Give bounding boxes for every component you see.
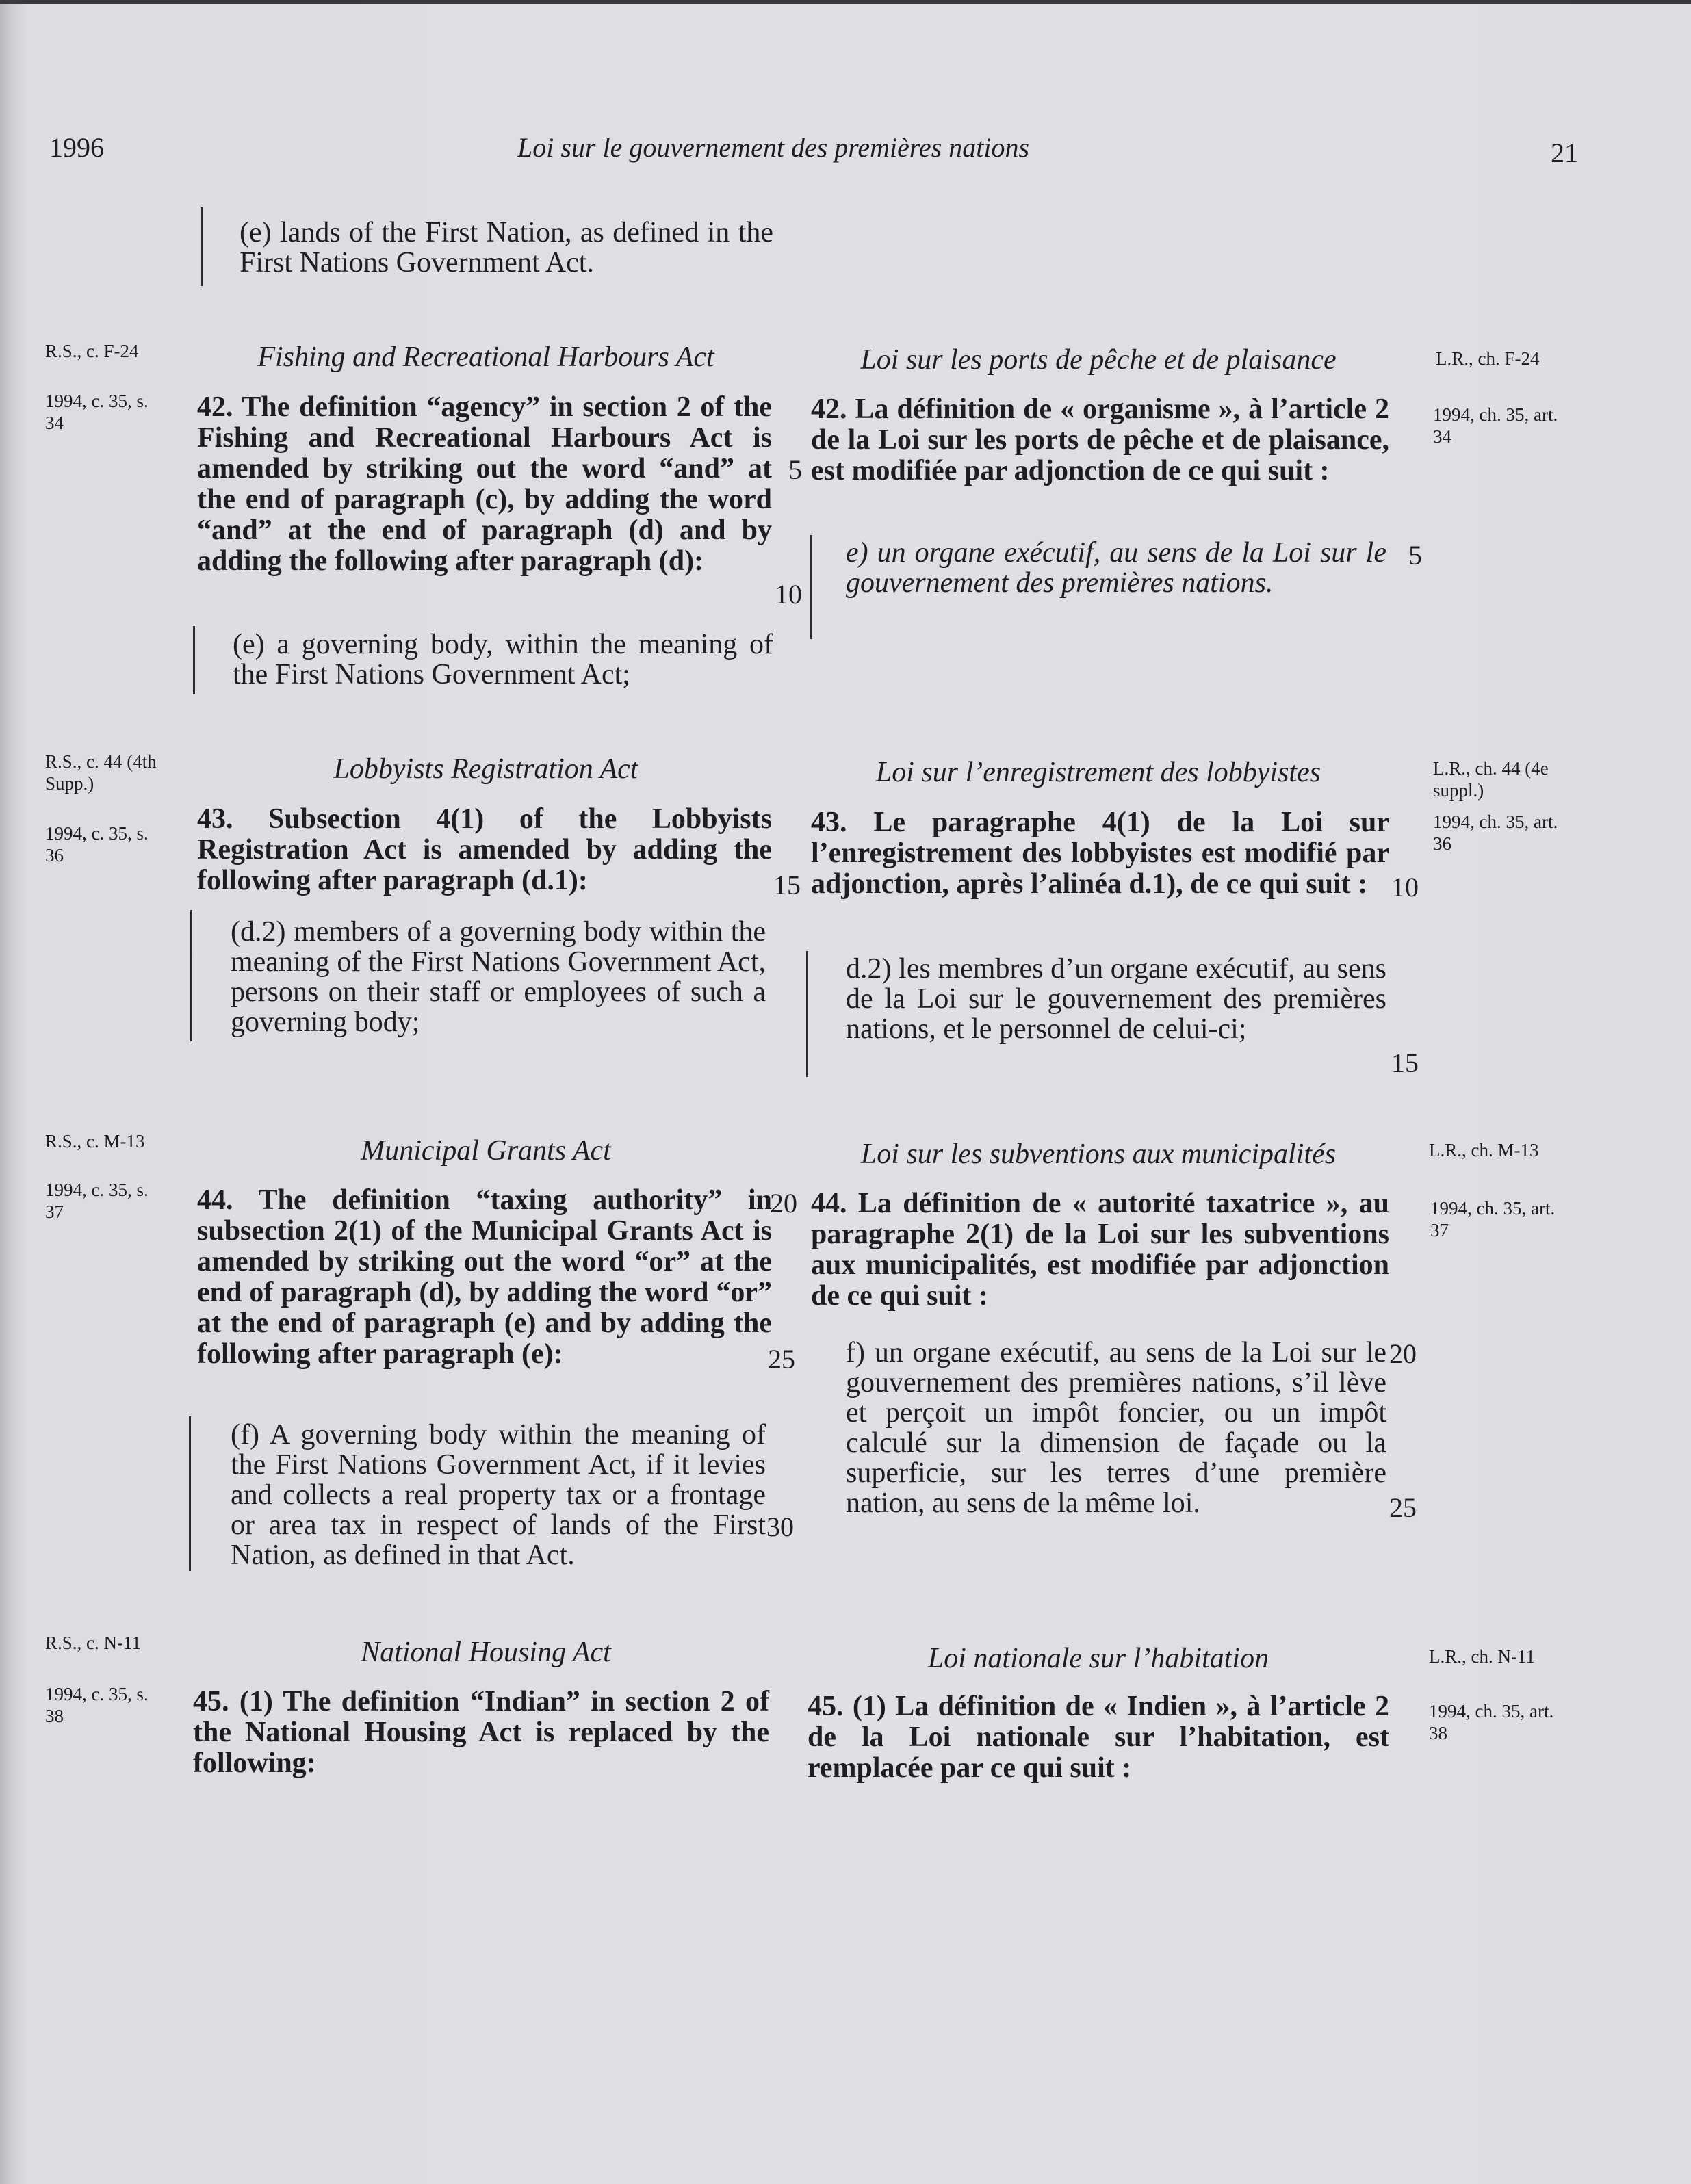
act-heading-fr: Loi nationale sur l’habitation bbox=[927, 1643, 1269, 1674]
amendment-item-fr: d.2) les membres d’un organe exécutif, au sens de la Loi sur le gouvernement des premières nations, et le personnel de celui-ci; bbox=[846, 953, 1386, 1045]
line-number: 25 bbox=[1389, 1492, 1417, 1523]
amendment-item-en: (f) A governing body within the meaning of the First Nations Government Act, if it levies and collects a real property tax or a frontage or area tax in respect of lands of the First Nation, as defined in that Act. bbox=[231, 1419, 766, 1571]
act-heading-fr: Loi sur les subventions aux municipalités bbox=[860, 1139, 1337, 1170]
margin-note-rs-fr: L.R., ch. F-24 bbox=[1436, 348, 1540, 369]
amendment-text-fr: 42. La définition de « organisme », à l’article 2 de la Loi sur les ports de pêche et de plaisance, est modifiée par adjonction de ce qui suit : bbox=[811, 393, 1389, 486]
scan-edge bbox=[0, 0, 1691, 4]
act-heading-fr: Loi sur l’enregistrement des lobbyistes bbox=[875, 757, 1321, 788]
change-bar bbox=[810, 535, 812, 639]
margin-note-rs: R.S., c. M-13 bbox=[45, 1131, 145, 1152]
change-bar bbox=[201, 207, 203, 286]
act-heading-en: Lobbyists Registration Act bbox=[333, 753, 638, 785]
page-number: 21 bbox=[1551, 138, 1578, 168]
margin-note-rs: R.S., c. 44 (4th Supp.) bbox=[45, 751, 157, 794]
amendment-text-fr: 45. (1) La définition de « Indien », à l’article 2 de la Loi nationale sur l’habitation, est remplacée par ce qui suit : bbox=[808, 1691, 1389, 1784]
amendment-text-fr: 43. Le paragraphe 4(1) de la Loi sur l’enregistrement des lobbyistes est modifié par adjonction, après l’alinéa d.1), de ce qui suit : bbox=[811, 807, 1389, 900]
line-number: 15 bbox=[773, 870, 801, 900]
margin-note-rs: R.S., c. F-24 bbox=[45, 341, 139, 361]
margin-note-rs-fr: L.R., ch. M-13 bbox=[1429, 1140, 1539, 1160]
amendment-item-en: (d.2) members of a governing body within the meaning of the First Nations Government Act, persons on their staff or employees of such a governing body; bbox=[231, 916, 766, 1038]
margin-note-year: 1994, c. 35, s. 36 bbox=[45, 823, 149, 866]
change-bar bbox=[190, 910, 192, 1041]
line-number: 5 bbox=[788, 454, 802, 485]
act-heading-fr: Loi sur les ports de pêche et de plaisance bbox=[860, 344, 1337, 376]
margin-note-year-fr: 1994, ch. 35, art. 38 bbox=[1429, 1701, 1554, 1743]
margin-note-rs: R.S., c. N-11 bbox=[45, 1633, 141, 1653]
margin-note-year-fr: 1994, ch. 35, art. 34 bbox=[1433, 404, 1558, 447]
line-number: 25 bbox=[768, 1344, 795, 1375]
line-number: 30 bbox=[766, 1511, 794, 1542]
margin-note-rs-fr: L.R., ch. N-11 bbox=[1429, 1646, 1535, 1667]
margin-note-year: 1994, c. 35, s. 37 bbox=[45, 1180, 149, 1222]
header-year: 1996 bbox=[49, 132, 104, 163]
change-bar bbox=[189, 1416, 191, 1571]
act-heading-en: Municipal Grants Act bbox=[361, 1135, 611, 1167]
amendment-text-en: 42. The definition “agency” in section 2 of the Fishing and Recreational Harbours Act is amended by striking out the word “and” at the end of paragraph (c), by adding the word “and” at the end of paragraph (d) and by adding the following after paragraph (d): bbox=[197, 391, 772, 577]
line-number: 20 bbox=[1389, 1338, 1417, 1369]
header-title: Loi sur le gouvernement des premières nations bbox=[517, 132, 1030, 163]
change-bar bbox=[193, 626, 195, 694]
line-number: 20 bbox=[770, 1188, 797, 1219]
amendment-text-en: 45. (1) The definition “Indian” in section 2 of the National Housing Act is replaced by the following: bbox=[193, 1686, 769, 1779]
margin-note-year: 1994, c. 35, s. 34 bbox=[45, 391, 149, 433]
amendment-text-en: 43. Subsection 4(1) of the Lobbyists Registration Act is amended by adding the following after paragraph (d.1): bbox=[197, 803, 772, 896]
amendment-item-fr: f) un organe exécutif, au sens de la Loi sur le gouvernement des premières nations, s’il lève et perçoit un impôt foncier, ou un impôt calculé sur la dimension de façade ou la superficie, sur les terres d’une première nation, au sens de la même loi. bbox=[846, 1337, 1386, 1519]
amendment-text-en: 44. The definition “taxing authority” in subsection 2(1) of the Municipal Grants Act is amended by striking out the word “or” at the end of paragraph (d), by adding the word “or” at the end of paragraph (e) and by adding the following after paragraph (e): bbox=[197, 1184, 772, 1370]
change-bar bbox=[806, 951, 808, 1077]
amendment-item-fr: e) un organe exécutif, au sens de la Loi sur le gouvernement des premières nations. bbox=[846, 537, 1386, 599]
line-number: 15 bbox=[1391, 1048, 1419, 1078]
amendment-text-fr: 44. La définition de « autorité taxatrice », au paragraphe 2(1) de la Loi sur les subventions aux municipalités, est modifiée par adjonction de ce qui suit : bbox=[811, 1188, 1389, 1312]
margin-note-rs-fr: L.R., ch. 44 (4e suppl.) bbox=[1433, 758, 1549, 801]
line-number: 10 bbox=[775, 579, 802, 610]
act-heading-en: Fishing and Recreational Harbours Act bbox=[257, 341, 714, 373]
act-heading-en: National Housing Act bbox=[361, 1637, 611, 1668]
margin-note-year: 1994, c. 35, s. 38 bbox=[45, 1684, 149, 1726]
margin-note-year-fr: 1994, ch. 35, art. 36 bbox=[1433, 811, 1558, 854]
amendment-item-en: (e) a governing body, within the meaning of the First Nations Government Act; bbox=[233, 629, 773, 690]
line-number: 10 bbox=[1391, 872, 1419, 902]
line-number: 5 bbox=[1408, 540, 1422, 571]
margin-note-year-fr: 1994, ch. 35, art. 37 bbox=[1430, 1198, 1556, 1240]
intro-item: (e) lands of the First Nation, as defined in the First Nations Government Act. bbox=[240, 217, 773, 278]
